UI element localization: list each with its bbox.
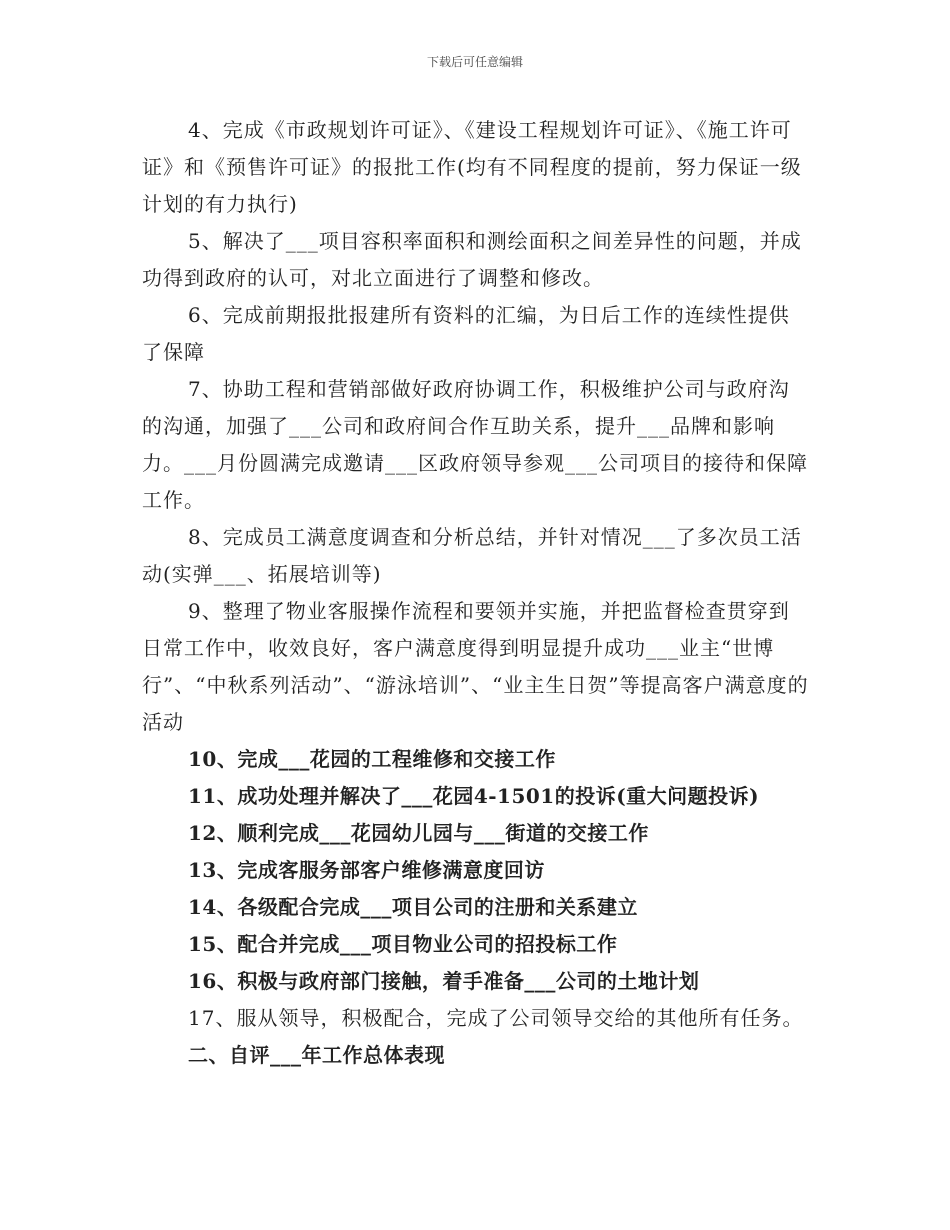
paragraph-item-17: 17、服从领导，积极配合，完成了公司领导交给的其他所有任务。: [188, 1006, 804, 1030]
bold-item-12: 12、顺利完成___花园幼儿园与___街道的交接工作: [188, 821, 649, 845]
page-header: 下载后可任意编辑: [426, 55, 523, 69]
bold-item-16: 16、积极与政府部门接触，着手准备___公司的土地计划: [188, 969, 700, 993]
section-heading: 二、自评___年工作总体表现: [188, 1043, 445, 1067]
document-body: [142, 112, 810, 1074]
bold-item-14: 14、各级配合完成___项目公司的注册和关系建立: [188, 895, 638, 919]
paragraph-item-9: 9、整理了物业客服操作流程和要领并实施，并把监督检查贯穿到日常工作中，收效良好，客户满意度得到明显提升成功___业主“世博行”、“中秋系列活动”、“游泳培训”、“业主生日贺”等提高客户满意度的活动: [142, 599, 809, 734]
paragraph-item-5: 5、解决了___项目容积率面积和测绘面积之间差异性的问题，并成功得到政府的认可，对北立面进行了调整和修改。: [142, 229, 802, 290]
bold-item-10: 10、完成___花园的工程维修和交接工作: [188, 747, 556, 771]
paragraph-item-6: 6、完成前期报批报建所有资料的汇编，为日后工作的连续性提供了保障: [142, 303, 790, 364]
bold-item-15: 15、配合并完成___项目物业公司的招投标工作: [188, 932, 618, 956]
bold-item-13: 13、完成客服务部客户维修满意度回访: [188, 858, 545, 882]
paragraph-item-7: 7、协助工程和营销部做好政府协调工作，积极维护公司与政府沟的沟通，加强了___公司和政府间合作互助关系，提升___品牌和影响力。___月份圆满完成邀请___区政府领导参观___公司项目的接待和保障工作。: [142, 377, 808, 512]
bold-item-11: 11、成功处理并解决了___花园4-1501的投诉(重大问题投诉): [188, 784, 760, 808]
paragraph-item-8: 8、完成员工满意度调查和分析总结，并针对情况___了多次员工活动(实弹___、拓展培训等): [142, 525, 802, 586]
paragraph-item-4: 4、完成《市政规划许可证》、《建设工程规划许可证》、《施工许可证》和《预售许可证》的报批工作(均有不同程度的提前，努力保证一级计划的有力执行): [142, 118, 802, 216]
